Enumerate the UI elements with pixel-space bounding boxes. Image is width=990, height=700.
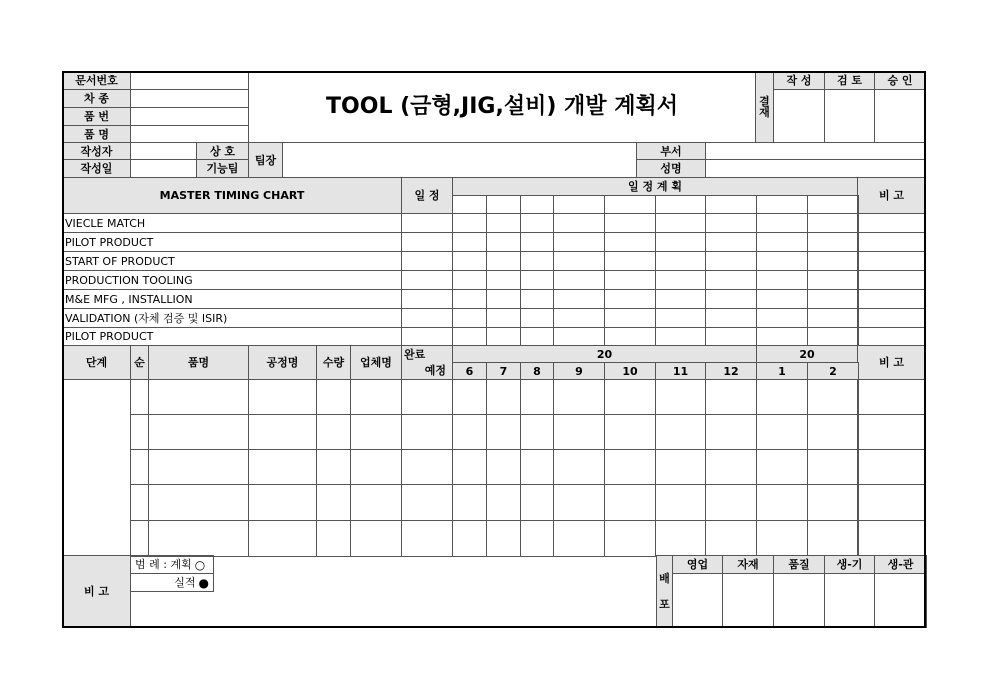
- month-header: 12: [705, 362, 757, 380]
- qty-header: 수량: [316, 345, 351, 380]
- dist-sales-header: 영업: [672, 555, 723, 574]
- month-grid-cell[interactable]: [452, 379, 487, 415]
- timing-schedule-cell[interactable]: [401, 289, 453, 309]
- schedule-plan-header: 일 정 계 획: [452, 177, 858, 196]
- timing-grid-cell[interactable]: [807, 232, 859, 252]
- timing-grid-cell[interactable]: [807, 213, 859, 233]
- timing-grid-cell[interactable]: [705, 232, 757, 252]
- process-header: 공정명: [248, 345, 317, 380]
- timing-grid-cell[interactable]: [807, 308, 859, 328]
- name-value[interactable]: [705, 159, 926, 178]
- distribution-label: 배포: [656, 555, 673, 628]
- month-header: 9: [553, 362, 605, 380]
- timing-grid-cell[interactable]: [807, 289, 859, 309]
- month-header: 7: [486, 362, 521, 380]
- approval-col-write: 작 성: [773, 71, 825, 90]
- timing-remarks-cell[interactable]: [857, 327, 926, 347]
- timing-grid-cell[interactable]: [655, 327, 706, 347]
- plan-remarks-cell[interactable]: [857, 520, 926, 557]
- dist-sales-sign[interactable]: [672, 573, 723, 628]
- timing-grid-cell[interactable]: [520, 251, 554, 271]
- timing-grid-cell[interactable]: [807, 251, 859, 271]
- car-type-label: 차 종: [62, 89, 131, 108]
- month-header: 8: [520, 362, 554, 380]
- seq-cell[interactable]: [130, 449, 149, 485]
- month-grid-cell[interactable]: [520, 484, 554, 521]
- timing-grid-cell[interactable]: [553, 270, 605, 290]
- done-planned-cell[interactable]: [401, 414, 453, 450]
- vendor-cell[interactable]: [350, 379, 402, 415]
- process-cell[interactable]: [248, 414, 317, 450]
- approval-label: 결재: [755, 71, 774, 143]
- part-name-cell[interactable]: [148, 414, 249, 450]
- month-header: 10: [604, 362, 656, 380]
- timing-grid-cell[interactable]: [756, 270, 808, 290]
- function-team-label: 기능팀: [196, 159, 249, 178]
- month-header: 2: [807, 362, 859, 380]
- done-planned-cell[interactable]: [401, 449, 453, 485]
- seq-cell[interactable]: [130, 414, 149, 450]
- done-planned-cell[interactable]: [401, 379, 453, 415]
- timing-grid-cell[interactable]: [452, 232, 487, 252]
- timing-subheader-cell: [452, 195, 487, 214]
- timing-grid-cell[interactable]: [604, 289, 656, 309]
- date-label: 작성일: [62, 159, 131, 178]
- timing-subheader-cell: [756, 195, 808, 214]
- month-grid-cell[interactable]: [705, 484, 757, 521]
- seq-header: 순: [130, 345, 149, 380]
- doc-no-value[interactable]: [130, 71, 249, 90]
- month-grid-cell[interactable]: [486, 379, 521, 415]
- timing-grid-cell[interactable]: [486, 232, 521, 252]
- timing-schedule-cell[interactable]: [401, 213, 453, 233]
- timing-remarks-cell[interactable]: [857, 308, 926, 328]
- month-grid-cell[interactable]: [520, 379, 554, 415]
- month-grid-cell[interactable]: [604, 414, 656, 450]
- planned-label: 예정: [424, 364, 446, 377]
- timing-grid-cell[interactable]: [807, 270, 859, 290]
- timing-row-label: PILOT PRODUCT: [62, 327, 402, 346]
- car-type-value[interactable]: [130, 89, 249, 108]
- month-grid-cell[interactable]: [655, 484, 706, 521]
- qty-cell[interactable]: [316, 484, 351, 521]
- year-header-2: 20: [756, 345, 858, 363]
- month-grid-cell[interactable]: [604, 449, 656, 485]
- document-title: TOOL (금형,JIG,설비) 개발 계획서: [248, 71, 756, 143]
- month-grid-cell[interactable]: [807, 379, 859, 415]
- seq-cell[interactable]: [130, 520, 149, 557]
- timing-row-label: M&E MFG , INSTALLION: [62, 289, 402, 309]
- timing-grid-cell[interactable]: [604, 270, 656, 290]
- author-label: 작성자: [62, 142, 131, 160]
- month-grid-cell[interactable]: [486, 414, 521, 450]
- month-header: 6: [452, 362, 487, 380]
- timing-subheader-cell: [520, 195, 554, 214]
- doc-no-label: 문서번호: [62, 71, 131, 90]
- month-grid-cell[interactable]: [807, 520, 859, 557]
- timing-remarks-cell[interactable]: [857, 289, 926, 309]
- stage-cell[interactable]: [62, 379, 131, 556]
- timing-grid-cell[interactable]: [705, 213, 757, 233]
- timing-grid-cell[interactable]: [807, 327, 859, 347]
- timing-grid-cell[interactable]: [486, 308, 521, 328]
- month-header: 1: [756, 362, 808, 380]
- timing-grid-cell[interactable]: [604, 327, 656, 347]
- timing-grid-cell[interactable]: [705, 327, 757, 347]
- month-grid-cell[interactable]: [604, 379, 656, 415]
- timing-grid-cell[interactable]: [705, 251, 757, 271]
- timing-grid-cell[interactable]: [520, 289, 554, 309]
- timing-grid-cell[interactable]: [486, 327, 521, 347]
- timing-grid-cell[interactable]: [452, 213, 487, 233]
- timing-remarks-cell[interactable]: [857, 251, 926, 271]
- dist-production-tech-header: 생-기: [824, 555, 875, 574]
- approval-sign-approve[interactable]: [874, 89, 926, 143]
- legend-actual-label: 실적: [174, 576, 196, 589]
- timing-schedule-cell[interactable]: [401, 251, 453, 271]
- approval-sign-write[interactable]: [773, 89, 825, 143]
- part-no-value[interactable]: [130, 107, 249, 126]
- done-planned-cell[interactable]: [401, 484, 453, 521]
- month-grid-cell[interactable]: [705, 520, 757, 557]
- vendor-cell[interactable]: [350, 449, 402, 485]
- process-cell[interactable]: [248, 449, 317, 485]
- qty-cell[interactable]: [316, 379, 351, 415]
- timing-grid-cell[interactable]: [756, 251, 808, 271]
- part-name-cell[interactable]: [148, 484, 249, 521]
- timing-grid-cell[interactable]: [655, 289, 706, 309]
- timing-subheader-cell: [705, 195, 757, 214]
- timing-grid-cell[interactable]: [486, 289, 521, 309]
- timing-schedule-cell[interactable]: [401, 327, 453, 347]
- footer-remarks-label: 비 고: [62, 555, 131, 628]
- timing-grid-cell[interactable]: [520, 308, 554, 328]
- approval-sign-review[interactable]: [824, 89, 875, 143]
- team-leader-label: 팀장: [248, 142, 283, 178]
- timing-grid-cell[interactable]: [655, 213, 706, 233]
- dist-production-mgmt-sign[interactable]: [874, 573, 927, 628]
- timing-remarks-cell[interactable]: [857, 232, 926, 252]
- timing-schedule-cell[interactable]: [401, 308, 453, 328]
- team-leader-value[interactable]: [282, 142, 637, 178]
- schedule-header: 일 정: [401, 177, 453, 214]
- month-grid-cell[interactable]: [553, 414, 605, 450]
- plan-remarks-header: 비 고: [857, 345, 926, 380]
- month-grid-cell[interactable]: [553, 449, 605, 485]
- timing-schedule-cell[interactable]: [401, 270, 453, 290]
- timing-grid-cell[interactable]: [452, 308, 487, 328]
- timing-grid-cell[interactable]: [655, 308, 706, 328]
- process-cell[interactable]: [248, 520, 317, 557]
- part-name-cell[interactable]: [148, 520, 249, 557]
- author-value[interactable]: [130, 142, 197, 160]
- month-grid-cell[interactable]: [452, 484, 487, 521]
- month-grid-cell[interactable]: [486, 484, 521, 521]
- month-grid-cell[interactable]: [807, 414, 859, 450]
- timing-grid-cell[interactable]: [756, 308, 808, 328]
- timing-subheader-cell: [604, 195, 656, 214]
- month-grid-cell[interactable]: [655, 379, 706, 415]
- company-label: 상 호: [196, 142, 249, 160]
- timing-grid-cell[interactable]: [655, 232, 706, 252]
- timing-grid-cell[interactable]: [553, 289, 605, 309]
- date-value[interactable]: [130, 159, 197, 178]
- month-grid-cell[interactable]: [520, 449, 554, 485]
- timing-grid-cell[interactable]: [604, 213, 656, 233]
- approval-col-approve: 승 인: [874, 71, 926, 90]
- month-grid-cell[interactable]: [452, 520, 487, 557]
- month-grid-cell[interactable]: [756, 520, 808, 557]
- seq-cell[interactable]: [130, 379, 149, 415]
- timing-grid-cell[interactable]: [604, 251, 656, 271]
- dept-label: 부서: [636, 142, 706, 160]
- part-name-cell[interactable]: [148, 449, 249, 485]
- timing-grid-cell[interactable]: [520, 213, 554, 233]
- part-name-cell[interactable]: [148, 379, 249, 415]
- dist-quality-header: 품질: [773, 555, 825, 574]
- month-grid-cell[interactable]: [655, 414, 706, 450]
- timing-remarks-cell[interactable]: [857, 213, 926, 233]
- done-planned-cell[interactable]: [401, 520, 453, 557]
- master-timing-chart-header: MASTER TIMING CHART: [62, 177, 402, 214]
- dist-material-header: 자재: [722, 555, 774, 574]
- timing-grid-cell[interactable]: [452, 327, 487, 347]
- timing-grid-cell[interactable]: [756, 327, 808, 347]
- dist-production-mgmt-header: 생-관: [874, 555, 927, 574]
- vendor-cell[interactable]: [350, 484, 402, 521]
- vendor-header: 업체명: [350, 345, 402, 380]
- legend-actual: [130, 573, 214, 592]
- month-grid-cell[interactable]: [520, 414, 554, 450]
- month-grid-cell[interactable]: [756, 484, 808, 521]
- month-grid-cell[interactable]: [655, 449, 706, 485]
- month-grid-cell[interactable]: [604, 520, 656, 557]
- month-grid-cell[interactable]: [604, 484, 656, 521]
- timing-remarks-header: 비 고: [857, 177, 926, 214]
- timing-remarks-cell[interactable]: [857, 270, 926, 290]
- dept-value[interactable]: [705, 142, 926, 160]
- month-grid-cell[interactable]: [807, 484, 859, 521]
- timing-grid-cell[interactable]: [705, 289, 757, 309]
- month-grid-cell[interactable]: [655, 520, 706, 557]
- part-name-header: 품명: [148, 345, 249, 380]
- legend-plan-label: 범 례 : 계획: [135, 558, 192, 571]
- done-planned-header: [401, 345, 453, 380]
- month-grid-cell[interactable]: [553, 520, 605, 557]
- month-grid-cell[interactable]: [452, 414, 487, 450]
- month-grid-cell[interactable]: [452, 449, 487, 485]
- month-grid-cell[interactable]: [520, 520, 554, 557]
- plan-remarks-cell[interactable]: [857, 379, 926, 415]
- timing-grid-cell[interactable]: [604, 308, 656, 328]
- timing-grid-cell[interactable]: [655, 251, 706, 271]
- timing-row-label: START OF PRODUCT: [62, 251, 402, 271]
- month-grid-cell[interactable]: [756, 414, 808, 450]
- month-grid-cell[interactable]: [553, 379, 605, 415]
- process-cell[interactable]: [248, 484, 317, 521]
- month-grid-cell[interactable]: [553, 484, 605, 521]
- legend-plan: [130, 555, 214, 574]
- timing-grid-cell[interactable]: [553, 213, 605, 233]
- timing-grid-cell[interactable]: [486, 213, 521, 233]
- timing-grid-cell[interactable]: [756, 232, 808, 252]
- timing-grid-cell[interactable]: [604, 232, 656, 252]
- qty-cell[interactable]: [316, 520, 351, 557]
- month-grid-cell[interactable]: [486, 520, 521, 557]
- plan-remarks-cell[interactable]: [857, 414, 926, 450]
- timing-subheader-cell: [486, 195, 521, 214]
- name-label: 성명: [636, 159, 706, 178]
- dist-quality-sign[interactable]: [773, 573, 825, 628]
- timing-grid-cell[interactable]: [486, 251, 521, 271]
- dist-production-tech-sign[interactable]: [824, 573, 875, 628]
- part-no-label: 품 번: [62, 107, 131, 126]
- approval-col-review: 검 토: [824, 71, 875, 90]
- stage-header: 단계: [62, 345, 131, 380]
- timing-grid-cell[interactable]: [520, 327, 554, 347]
- seq-cell[interactable]: [130, 484, 149, 521]
- timing-grid-cell[interactable]: [655, 270, 706, 290]
- timing-grid-cell[interactable]: [520, 270, 554, 290]
- timing-row-label: VALIDATION (자체 검증 및 ISIR): [62, 308, 402, 328]
- vendor-cell[interactable]: [350, 520, 402, 557]
- timing-row-label: VIECLE MATCH: [62, 213, 402, 233]
- timing-row-label: PILOT PRODUCT: [62, 232, 402, 252]
- timing-grid-cell[interactable]: [705, 308, 757, 328]
- qty-cell[interactable]: [316, 414, 351, 450]
- month-grid-cell[interactable]: [486, 449, 521, 485]
- timing-grid-cell[interactable]: [756, 289, 808, 309]
- done-label: 완료: [404, 348, 426, 361]
- month-grid-cell[interactable]: [705, 379, 757, 415]
- plan-remarks-cell[interactable]: [857, 449, 926, 485]
- month-grid-cell[interactable]: [756, 379, 808, 415]
- month-header: 11: [655, 362, 706, 380]
- timing-grid-cell[interactable]: [452, 289, 487, 309]
- timing-grid-cell[interactable]: [553, 327, 605, 347]
- year-header-1: 20: [452, 345, 757, 363]
- timing-subheader-cell: [553, 195, 605, 214]
- timing-subheader-cell: [807, 195, 859, 214]
- dist-material-sign[interactable]: [722, 573, 774, 628]
- timing-grid-cell[interactable]: [705, 270, 757, 290]
- month-grid-cell[interactable]: [705, 414, 757, 450]
- qty-cell[interactable]: [316, 449, 351, 485]
- month-grid-cell[interactable]: [705, 449, 757, 485]
- process-cell[interactable]: [248, 379, 317, 415]
- timing-grid-cell[interactable]: [486, 270, 521, 290]
- timing-grid-cell[interactable]: [452, 251, 487, 271]
- part-name-value[interactable]: [130, 125, 249, 143]
- timing-grid-cell[interactable]: [452, 270, 487, 290]
- actual-filled-circle-icon: ●: [198, 575, 209, 590]
- timing-grid-cell[interactable]: [553, 232, 605, 252]
- timing-grid-cell[interactable]: [520, 232, 554, 252]
- month-grid-cell[interactable]: [807, 449, 859, 485]
- plan-circle-icon: ○: [194, 557, 206, 572]
- timing-grid-cell[interactable]: [553, 251, 605, 271]
- timing-grid-cell[interactable]: [553, 308, 605, 328]
- vendor-cell[interactable]: [350, 414, 402, 450]
- part-name-label: 품 명: [62, 125, 131, 143]
- timing-row-label: PRODUCTION TOOLING: [62, 270, 402, 290]
- timing-grid-cell[interactable]: [756, 213, 808, 233]
- month-grid-cell[interactable]: [756, 449, 808, 485]
- timing-schedule-cell[interactable]: [401, 232, 453, 252]
- plan-remarks-cell[interactable]: [857, 484, 926, 521]
- timing-subheader-cell: [655, 195, 706, 214]
